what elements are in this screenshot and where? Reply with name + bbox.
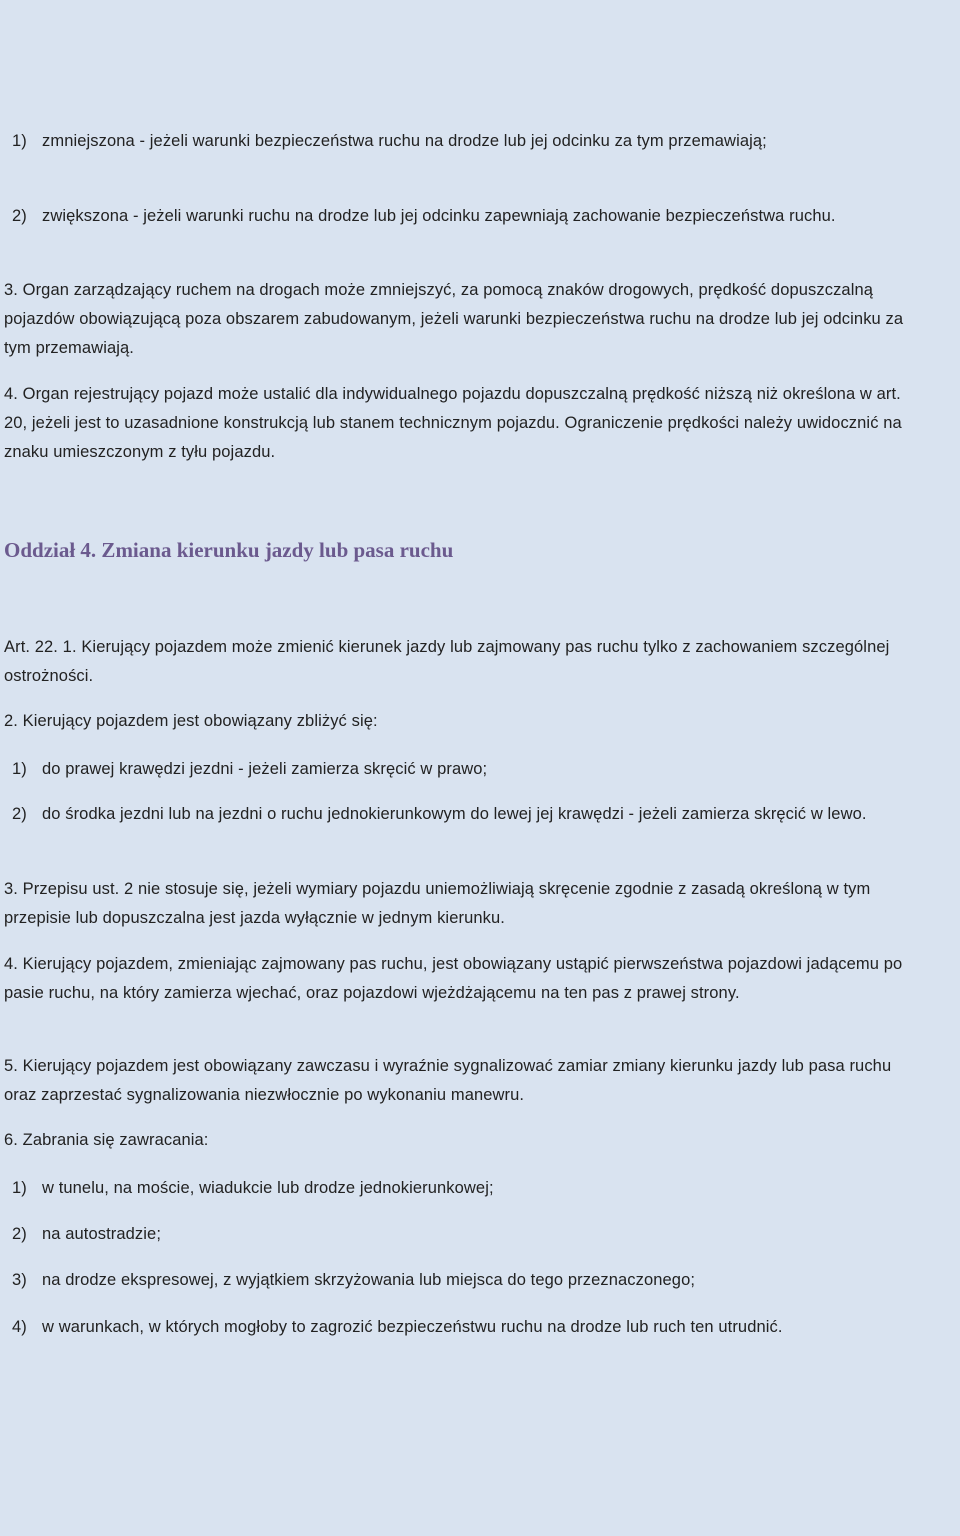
list-number: 2) [12, 207, 27, 225]
paragraph: 2. Kierujący pojazdem jest obowiązany zbliżyć się: [4, 712, 378, 730]
paragraph: 5. Kierujący pojazdem jest obowiązany zawczasu i wyraźnie sygnalizować zamiar zmiany kierunku jazdy lub pasa ruchu oraz zaprzestać sygnalizowania niezwłocznie po wykonaniu manewru. [4, 1057, 892, 1104]
list-text: na drodze ekspresowej, z wyjątkiem skrzyżowania lub miejsca do tego przeznaczonego; [42, 1271, 696, 1289]
list-number: 4) [12, 1318, 27, 1336]
list-text: na autostradzie; [42, 1225, 162, 1243]
list-item [4, 1266, 920, 1295]
list-item [4, 1313, 920, 1342]
list-text: zwiększona - jeżeli warunki ruchu na drodze lub jej odcinku zapewniają zachowanie bezpieczeństwa ruchu. [42, 207, 836, 225]
paragraph: 3. Organ zarządzający ruchem na drogach może zmniejszyć, za pomocą znaków drogowych, prędkość dopuszczalną pojazdów obowiązującą poza obszarem zabudowanym, jeżeli warunki bezpieczeństwa ruchu na drodze lub jej odcinku za tym przemawiają. [4, 281, 904, 357]
paragraph: 6. Zabrania się zawracania: [4, 1131, 209, 1149]
list-item [4, 1220, 920, 1249]
paragraph: Art. 22. 1. Kierujący pojazdem może zmienić kierunek jazdy lub zajmowany pas ruchu tylko z zachowaniem szczególnej ostrożności. [4, 638, 890, 685]
list-text: do środka jezdni lub na jezdni o ruchu jednokierunkowym do lewej jej krawędzi - jeżeli zamierza skręcić w lewo. [42, 805, 867, 823]
list-number: 1) [12, 132, 27, 150]
paragraph: 4. Organ rejestrujący pojazd może ustalić dla indywidualnego pojazdu dopuszczalną prędkość niższą niż określona w art. 20, jeżeli jest to uzasadnione konstrukcją lub stanem technicznym pojazdu. Ograniczenie prędkości należy uwidocznić na znaku umieszczonym z tyłu pojazdu. [4, 385, 902, 461]
list-item [4, 127, 920, 156]
list-number: 1) [12, 1179, 27, 1197]
list-item [4, 800, 920, 829]
list-item [4, 755, 920, 784]
list-text: w tunelu, na moście, wiadukcie lub drodze jednokierunkowej; [42, 1179, 494, 1197]
list-item [4, 202, 920, 231]
paragraph: 3. Przepisu ust. 2 nie stosuje się, jeżeli wymiary pojazdu uniemożliwiają skręcenie zgodnie z zasadą określoną w tym przepisie lub dopuszczalna jest jazda wyłącznie w jednym kierunku. [4, 880, 871, 927]
list-number: 3) [12, 1271, 27, 1289]
list-number: 2) [12, 805, 27, 823]
list-text: do prawej krawędzi jezdni - jeżeli zamierza skręcić w prawo; [42, 760, 488, 778]
section-heading: Oddział 4. Zmiana kierunku jazdy lub pasa ruchu [4, 538, 454, 562]
list-item [4, 1174, 920, 1203]
list-number: 2) [12, 1225, 27, 1243]
list-text: w warunkach, w których mogłoby to zagrozić bezpieczeństwu ruchu na drodze lub ruch ten utrudnić. [42, 1318, 783, 1336]
paragraph: 4. Kierujący pojazdem, zmieniając zajmowany pas ruchu, jest obowiązany ustąpić pierwszeństwa pojazdowi jadącemu po pasie ruchu, na który zamierza wjechać, oraz pojazdowi wjeżdżającemu na ten pas z prawej strony. [4, 955, 903, 1002]
list-number: 1) [12, 760, 27, 778]
list-text: zmniejszona - jeżeli warunki bezpieczeństwa ruchu na drodze lub jej odcinku za tym przemawiają; [42, 132, 767, 150]
